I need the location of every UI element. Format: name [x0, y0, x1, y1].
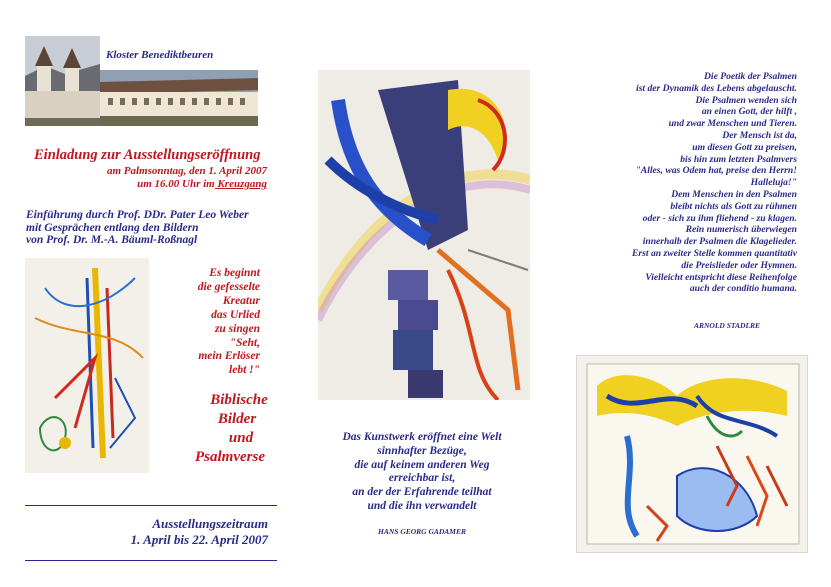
psalmen-line: Rein numerisch überwiegen — [685, 224, 797, 236]
psalmen-line: die Preislieder oder Hymnen. — [681, 259, 797, 271]
period-block — [131, 516, 268, 548]
quote-line: Es beginnt — [209, 267, 260, 279]
psalmen-line: und zwar Menschen und Tieren. — [668, 118, 797, 130]
monastery-photo — [25, 36, 100, 126]
time-place: Kreuzgang — [214, 178, 267, 190]
psalmen-text — [632, 71, 797, 295]
psalmen-line: Halleluja!" — [750, 177, 797, 189]
period-label: Ausstellungszeitraum — [152, 516, 268, 531]
psalmen-line: ist der Dynamik des Lebens abgelauscht. — [636, 82, 797, 94]
gadamer-line: erreichbar ist, — [388, 472, 456, 485]
intro-line: Einführung durch Prof. DDr. Pater Leo Weber — [26, 209, 249, 221]
quote-line: das Urlied — [211, 308, 260, 321]
painting-kreatur — [25, 258, 149, 473]
psalmen-line: Die Psalmen wenden sich — [695, 94, 797, 106]
quote-line: zu singen — [214, 322, 260, 335]
quote-line: mein Erlöser — [198, 350, 260, 363]
quote-line: "Seht, — [229, 336, 260, 349]
psalmen-line: Dem Menschen in den Psalmen — [671, 188, 797, 200]
gadamer-line: und die ihn verwandelt — [367, 499, 477, 512]
intro-block — [26, 209, 249, 247]
psalmen-line: Die Poetik der Psalmen — [704, 71, 797, 82]
gadamer-quote — [313, 431, 531, 514]
painting-right — [576, 355, 808, 553]
quote-line: Kreatur — [222, 294, 260, 307]
divider-top — [25, 505, 277, 506]
psalmen-line: an einen Gott, der hilft , — [701, 106, 797, 118]
psalmen-line: auch der conditio humana. — [689, 283, 797, 295]
intro-line: von Prof. Dr. M.-A. Bäuml-Roßnagl — [26, 234, 198, 246]
gadamer-line: sinnhafter Bezüge, — [377, 444, 467, 457]
psalmen-line: oder - sich zu ihm fliehend - zu klagen. — [642, 212, 797, 224]
psalmen-line: bleibt nichts als Gott zu rühmen — [670, 200, 797, 212]
psalmen-line: um diesen Gott zu preisen, — [692, 141, 797, 153]
kreatur-quote — [198, 267, 260, 378]
invitation-title: Einladung zur Ausstellungseröffnung — [34, 147, 261, 163]
time-prefix: um 16.00 Uhr im — [137, 178, 215, 190]
gadamer-line: an der der Erfahrende teilhat — [352, 486, 492, 499]
title-line: und — [228, 430, 254, 446]
gadamer-author: HANS GEORG GADAMER — [378, 527, 466, 536]
psalmen-line: "Alles, was Odem hat, preise den Herrn! — [635, 165, 797, 177]
monastery-name: Kloster Benediktbeuren — [106, 49, 214, 61]
monastery-building-photo — [100, 70, 258, 126]
quote-line: lebt !" — [229, 364, 260, 377]
psalmen-line: Vielleicht entspricht diese Reihenfolge — [645, 271, 797, 283]
psalmen-line: innerhalb der Psalmen die Klagelieder. — [642, 236, 797, 248]
invitation-time — [137, 178, 267, 190]
psalmen-author: ARNOLD STADLRE — [694, 321, 761, 330]
exhibition-title — [182, 391, 278, 467]
title-line: Biblische — [210, 392, 268, 408]
invitation-date: am Palmsonntag, den 1. April 2007 — [106, 165, 267, 177]
title-line: Psalmverse — [195, 449, 265, 465]
gadamer-line: Das Kunstwerk eröffnet eine Welt — [342, 431, 502, 443]
title-line: Bilder — [217, 411, 257, 427]
psalmen-line: Der Mensch ist da, — [722, 129, 797, 141]
divider-bottom — [25, 560, 277, 561]
painting-center — [318, 70, 530, 400]
gadamer-line: die auf keinem anderen Weg — [354, 458, 490, 471]
psalmen-line: Erst an zweiter Stelle kommen quantitativ — [632, 247, 797, 259]
quote-line: die gefesselte — [197, 280, 260, 293]
period-dates: 1. April bis 22. April 2007 — [130, 532, 268, 547]
psalmen-line: bis hin zum letzten Psalmvers — [680, 153, 797, 165]
intro-line: mit Gesprächen entlang den Bildern — [26, 221, 199, 234]
